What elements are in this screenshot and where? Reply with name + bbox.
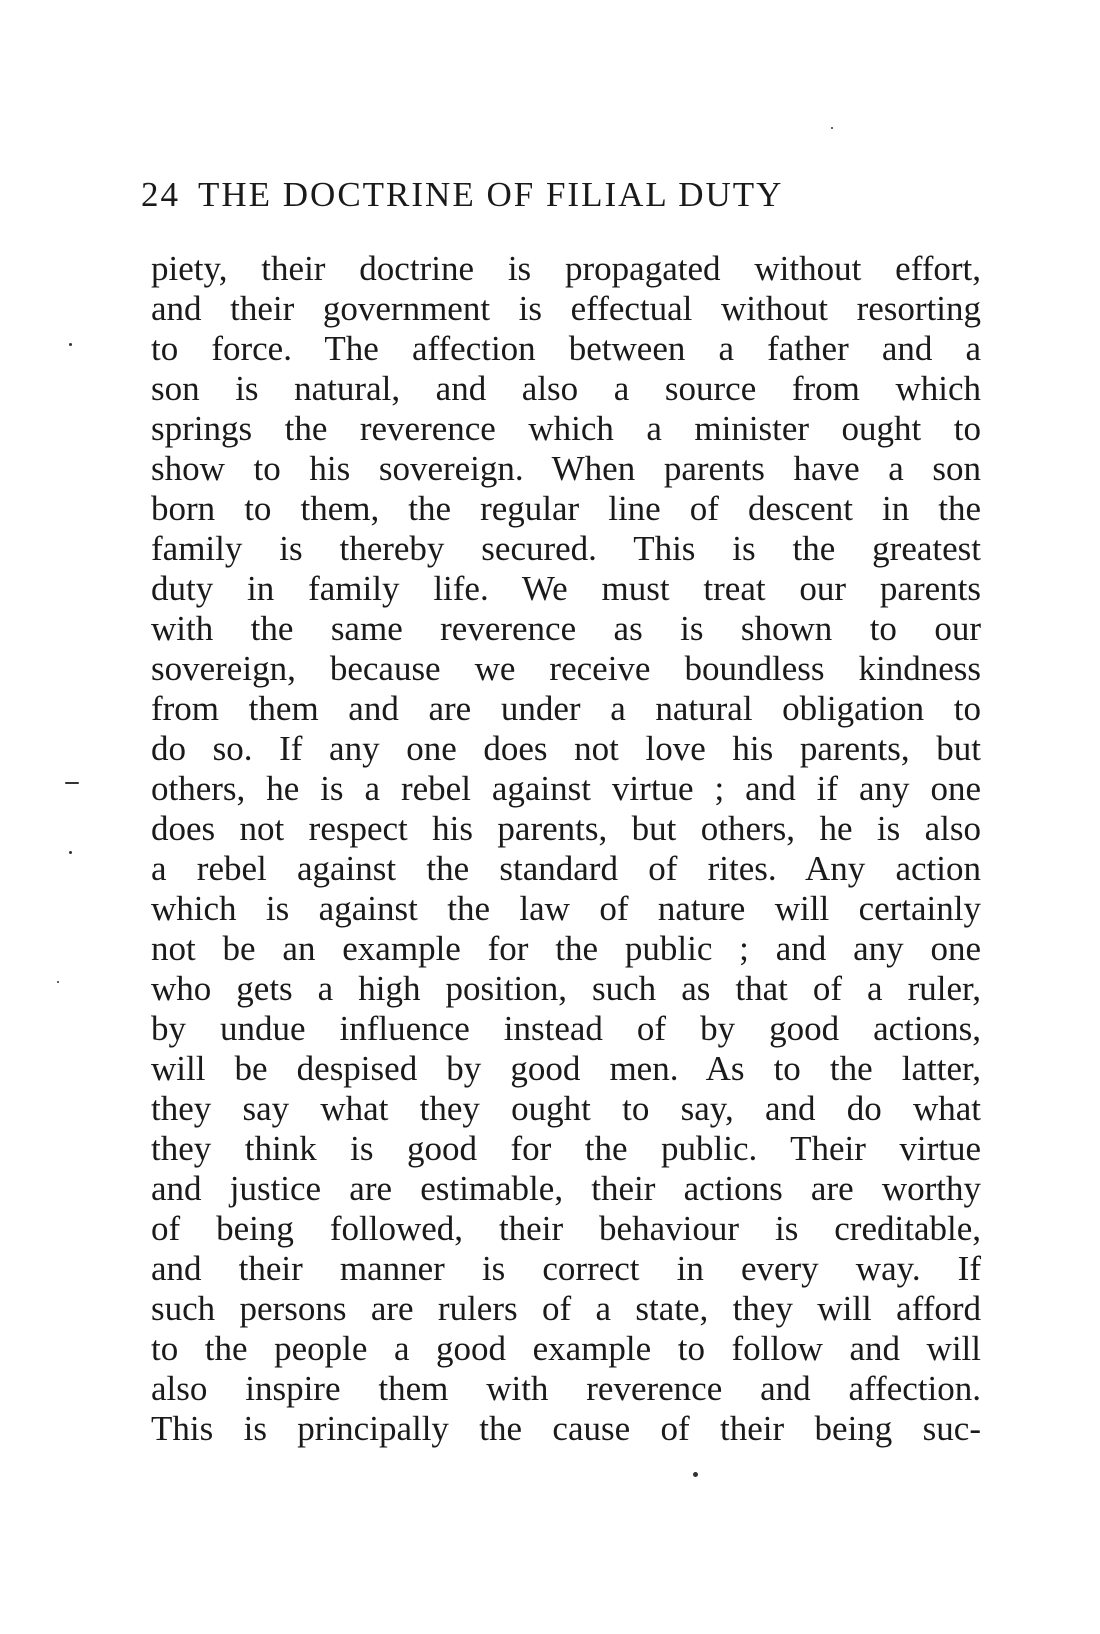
text-line: which is against the law of nature will certainly <box>151 889 981 928</box>
text-line: springs the reverence which a minister ought to <box>151 409 981 448</box>
text-line: not be an example for the public ; and any one <box>151 929 981 968</box>
text-line: family is thereby secured. This is the greatest <box>151 529 981 568</box>
text-line: show to his sovereign. When parents have a son <box>151 449 981 488</box>
text-line: This is principally the cause of their being suc- <box>151 1409 981 1448</box>
text-line: they think is good for the public. Their virtue <box>151 1129 981 1168</box>
page-number: 24 <box>141 175 180 214</box>
text-line: born to them, the regular line of descent in the <box>151 489 981 528</box>
scan-speck <box>65 782 79 784</box>
text-line: also inspire them with reverence and affection. <box>151 1369 981 1408</box>
text-line: from them and are under a natural obligation to <box>151 689 981 728</box>
scan-speck <box>69 851 72 854</box>
text-line: others, he is a rebel against virtue ; and if any one <box>151 769 981 808</box>
text-line: and their government is effectual without resorting <box>151 289 981 328</box>
running-head <box>141 173 921 217</box>
text-line: does not respect his parents, but others, he is also <box>151 809 981 848</box>
text-line: by undue influence instead of by good actions, <box>151 1009 981 1048</box>
text-line: a rebel against the standard of rites. Any action <box>151 849 981 888</box>
scan-speck <box>69 343 72 346</box>
text-line: piety, their doctrine is propagated without effort, <box>151 249 981 288</box>
text-line: to force. The affection between a father and a <box>151 329 981 368</box>
text-line: of being followed, their behaviour is creditable, <box>151 1209 981 1248</box>
scan-speck <box>57 981 59 983</box>
text-line: such persons are rulers of a state, they will afford <box>151 1289 981 1328</box>
text-line: to the people a good example to follow and will <box>151 1329 981 1368</box>
text-line: and justice are estimable, their actions are worthy <box>151 1169 981 1208</box>
running-title: THE DOCTRINE OF FILIAL DUTY <box>198 175 784 214</box>
text-line: duty in family life. We must treat our parents <box>151 569 981 608</box>
text-line: they say what they ought to say, and do what <box>151 1089 981 1128</box>
text-line: who gets a high position, such as that of a ruler, <box>151 969 981 1008</box>
text-line: do so. If any one does not love his parents, but <box>151 729 981 768</box>
text-line: son is natural, and also a source from which <box>151 369 981 408</box>
scan-speck <box>693 1472 698 1477</box>
body-text <box>151 249 981 1449</box>
text-line: will be despised by good men. As to the latter, <box>151 1049 981 1088</box>
scan-speck <box>831 127 833 129</box>
text-line: sovereign, because we receive boundless kindness <box>151 649 981 688</box>
text-line: and their manner is correct in every way. If <box>151 1249 981 1288</box>
text-line: with the same reverence as is shown to our <box>151 609 981 648</box>
